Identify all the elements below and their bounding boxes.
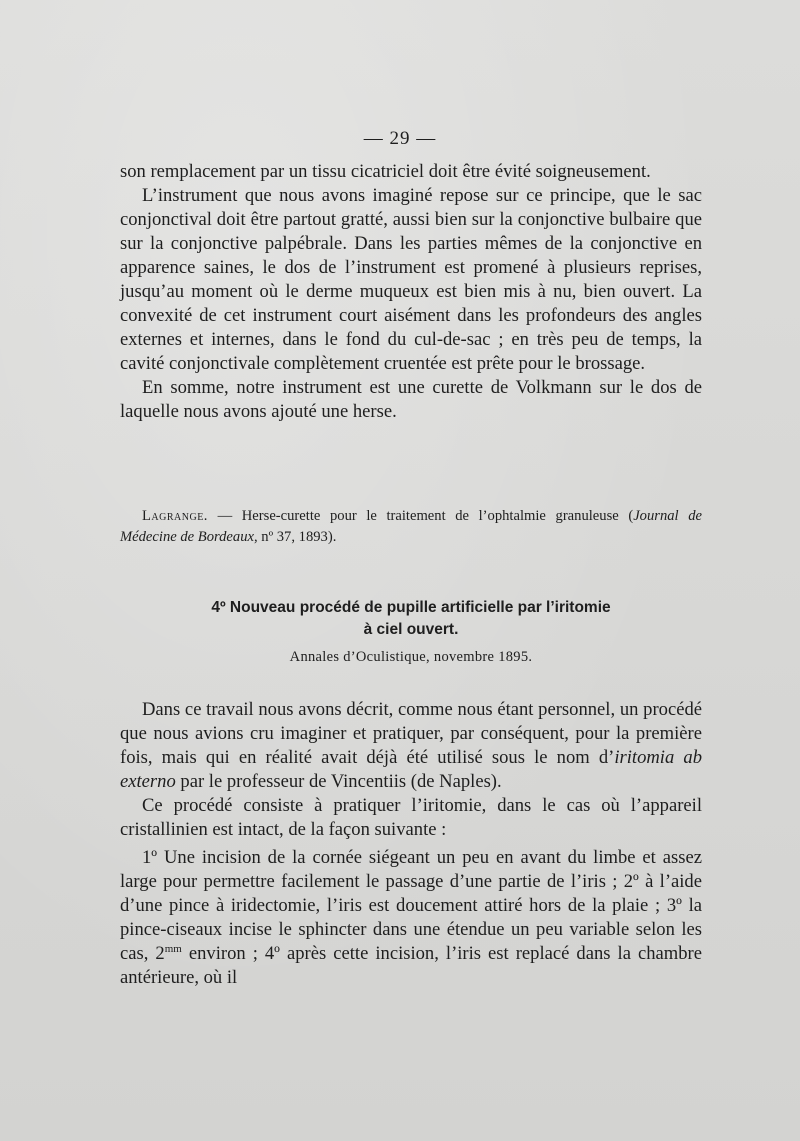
bottom-text-block	[120, 698, 702, 990]
paragraph-dans-ce-travail	[120, 698, 702, 794]
reference-tail: , nº 37, 1893).	[253, 529, 337, 545]
bibliographic-reference	[120, 506, 702, 548]
paragraph-steps-sup: mm	[164, 942, 182, 955]
reference-text: — Herse-curette pour le traitement de l’ophtalmie granuleuse (	[207, 508, 634, 524]
paragraph-instrument: L’instrument que nous avons imaginé repose sur ce principe, que le sac conjonctival doit être partout gratté, aussi bien sur la conjonctive bulbaire que sur la conjonctive palpébrale. Dans les parties mêmes de la conjonctive en apparence saines, le dos de l’instrument est promené à plusieurs reprises, jusqu’au moment où le derme muqueux est bien mis à nu, bien ouvert. La convexité de cet instrument court aisément dans les profondeurs des angles externes et internes, dans le fond du cul-de-sac ; en très peu de temps, la cavité conjonctivale complètement cruentée est prête pour le brossage.	[120, 185, 702, 374]
paragraph-steps	[120, 846, 702, 990]
section-title-line2: à ciel ouvert.	[363, 621, 459, 638]
paragraph-steps-before: 1º Une incision de la cornée siégeant un peu en avant du limbe et assez large pour permettre facilement le passage d’une partie de l’iris ; 2º à l’aide d’une pince à iridectomie, l’iris est doucement attiré hors de la plaie ; 3º la pince-ciseaux incise le sphincter dans une étendue un peu variable selon les cas, 2	[120, 847, 702, 964]
paragraph-dans-before: Dans ce travail nous avons décrit, comme nous étant personnel, un procédé que nous avions cru imaginer et pratiquer, par conséquent, pour la première fois, mais qui en réalité avait déjà été utilisé sous le nom d’	[120, 699, 702, 768]
paragraph-continuation: son remplacement par un tissu cicatriciel doit être évité soigneusement.	[120, 161, 651, 182]
section-title	[120, 597, 702, 641]
section-source: Annales d’Oculistique, novembre 1895.	[289, 649, 533, 665]
paragraph-dans-after: par le professeur de Vincentiis (de Naples).	[175, 771, 502, 792]
paragraph-dans-italic: iritomia ab externo	[120, 747, 702, 792]
paragraph-steps-after: environ ; 4º après cette incision, l’iris est replacé dans la chambre antérieure, où il	[120, 943, 702, 988]
page-number: — 29 —	[363, 128, 437, 149]
top-text-block	[120, 160, 702, 424]
reference-author: Lagrange.	[142, 508, 208, 524]
reference-journal: Journal de Médecine de Bordeaux	[120, 508, 702, 545]
paragraph-procede: Ce procédé consiste à pratiquer l’iritomie, dans le cas où l’appareil cristallinien est intact, de la façon suivante :	[120, 795, 702, 840]
paragraph-en-somme: En somme, notre instrument est une curette de Volkmann sur le dos de laquelle nous avons ajouté une herse.	[120, 377, 702, 422]
section-title-line1: 4º Nouveau procédé de pupille artificielle par l’iritomie	[211, 599, 611, 616]
